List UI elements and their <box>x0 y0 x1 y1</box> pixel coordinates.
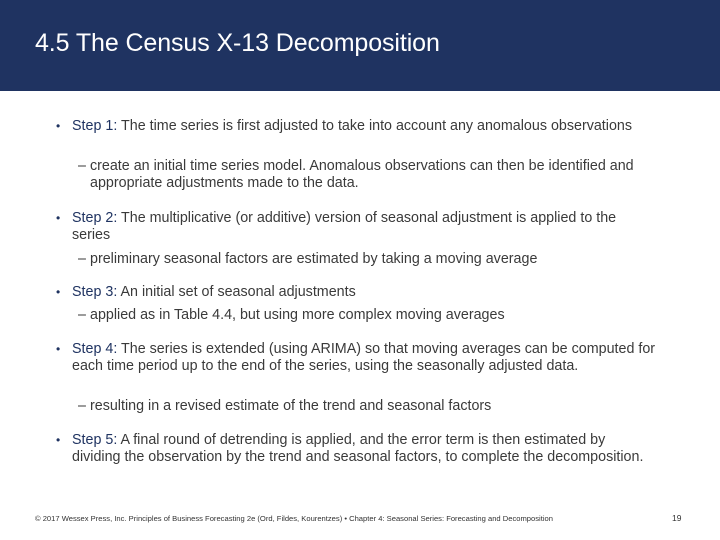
bullet-dot-icon: • <box>56 433 61 447</box>
slide-title: 4.5 The Census X-13 Decomposition <box>35 29 440 57</box>
bullet-dot-icon: • <box>56 119 61 133</box>
bullet-step-1 <box>56 118 656 135</box>
sub-bullet-step-4 <box>78 398 638 415</box>
sub-text: preliminary seasonal factors are estimated by taking a moving average <box>90 251 538 267</box>
bullet-dot-icon: • <box>56 342 61 356</box>
dash-icon: – <box>78 307 86 323</box>
step-label: Step 5: <box>72 432 118 448</box>
step-text: The multiplicative (or additive) version of seasonal adjustment is applied to the series <box>72 210 617 243</box>
sub-bullet-step-2 <box>78 251 638 268</box>
bullet-step-4 <box>56 341 656 375</box>
dash-icon: – <box>78 251 86 267</box>
sub-text: resulting in a revised estimate of the trend and seasonal factors <box>90 398 492 414</box>
dash-icon: – <box>78 158 86 174</box>
step-label: Step 4: <box>72 341 118 357</box>
bullet-step-5 <box>56 432 656 466</box>
bullet-dot-icon: • <box>56 285 61 299</box>
page-number: 19 <box>672 513 682 523</box>
step-text: The time series is first adjusted to take into account any anomalous observations <box>117 118 633 134</box>
dash-icon: – <box>78 398 86 414</box>
step-label: Step 3: <box>72 284 118 300</box>
sub-bullet-step-3 <box>78 307 638 324</box>
step-label: Step 2: <box>72 210 118 226</box>
sub-text: create an initial time series model. Anomalous observations can then be identified and appropriate adjustments made to the data. <box>90 158 634 191</box>
sub-text: applied as in Table 4.4, but using more complex moving averages <box>90 307 505 323</box>
step-text: A final round of detrending is applied, and the error term is then estimated by dividing the observation by the trend and seasonal factors, to complete the decomposition. <box>72 432 644 465</box>
step-text: The series is extended (using ARIMA) so that moving averages can be computed for each time period up to the end of the series, using the seasonally adjusted data. <box>72 341 656 374</box>
sub-bullet-step-1 <box>78 158 638 192</box>
bullet-dot-icon: • <box>56 211 61 225</box>
bullet-step-3 <box>56 284 656 301</box>
bullet-step-2 <box>56 210 656 244</box>
step-text: An initial set of seasonal adjustments <box>117 284 356 300</box>
step-label: Step 1: <box>72 118 118 134</box>
title-bar <box>0 0 720 91</box>
footer-copyright: © 2017 Wessex Press, Inc. Principles of Business Forecasting 2e (Ord, Fildes, Kourentzes) • Chapter 4: Seasonal Series: Forecasting and Decomposition <box>35 514 553 523</box>
